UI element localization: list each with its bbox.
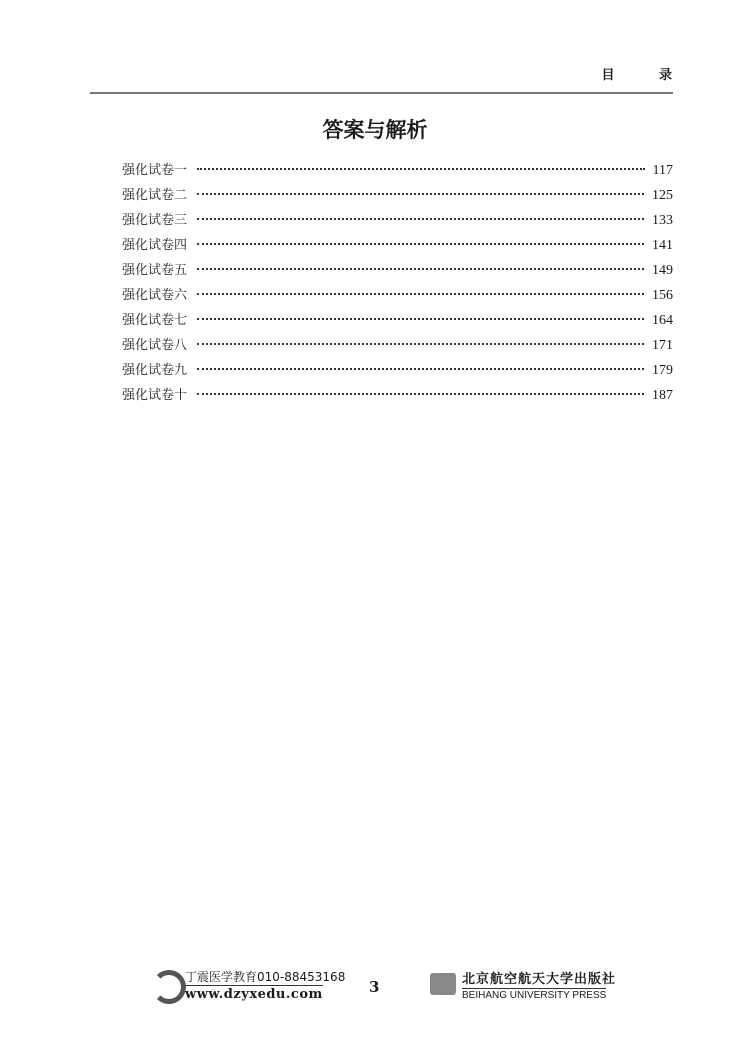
toc-entry-page: 156 — [652, 288, 673, 303]
press-name-cn: 北京航空航天大学出版社 — [462, 972, 617, 987]
toc-entry[interactable] — [122, 234, 673, 259]
left-brand-name: 丁震医学教育 — [185, 970, 258, 984]
toc-entry-page: 187 — [652, 388, 673, 403]
dot-leader — [197, 293, 644, 295]
running-header: 目 录 — [601, 68, 692, 83]
toc-entry-page: 133 — [652, 213, 673, 228]
section-title: 答案与解析 — [322, 117, 428, 142]
left-brand — [185, 968, 345, 985]
dot-leader — [197, 193, 644, 195]
dot-leader — [197, 343, 644, 345]
toc-entry-label: 强化试卷六 — [122, 288, 188, 303]
dot-leader — [197, 243, 644, 245]
dz-logo-icon — [152, 970, 186, 1004]
left-brand-phone: 010-88453168 — [257, 970, 346, 984]
toc-entry-page: 141 — [652, 238, 673, 253]
toc-entry-page: 179 — [652, 363, 673, 378]
toc-entry[interactable] — [122, 259, 673, 284]
toc-entry[interactable] — [122, 359, 673, 384]
page-number: 3 — [369, 978, 380, 996]
dot-leader — [197, 368, 644, 370]
press-name-en: BEIHANG UNIVERSITY PRESS — [462, 990, 607, 1001]
toc-entry[interactable] — [122, 159, 673, 184]
table-of-contents — [122, 159, 673, 409]
toc-entry-label: 强化试卷四 — [122, 238, 188, 253]
dot-leader — [197, 168, 645, 170]
toc-entry-label: 强化试卷二 — [122, 188, 188, 203]
toc-entry-label: 强化试卷九 — [122, 363, 188, 378]
toc-entry[interactable] — [122, 309, 673, 334]
toc-entry[interactable] — [122, 284, 673, 309]
toc-entry[interactable] — [122, 209, 673, 234]
toc-entry-label: 强化试卷十 — [122, 388, 188, 403]
press-logo-icon — [430, 973, 456, 995]
toc-entry-page: 117 — [652, 163, 673, 178]
toc-entry[interactable] — [122, 384, 673, 409]
header-rule — [90, 92, 673, 94]
page-footer — [0, 968, 750, 1008]
toc-entry-page: 149 — [652, 263, 673, 278]
toc-entry-page: 171 — [652, 338, 673, 353]
toc-entry-page: 164 — [652, 313, 673, 328]
dot-leader — [197, 318, 644, 320]
toc-entry[interactable] — [122, 184, 673, 209]
left-brand-url: www.dzyxedu.com — [185, 987, 323, 1002]
toc-entry-label: 强化试卷一 — [122, 163, 188, 178]
toc-entry-label: 强化试卷五 — [122, 263, 188, 278]
toc-entry-label: 强化试卷八 — [122, 338, 188, 353]
dot-leader — [197, 268, 644, 270]
toc-entry-page: 125 — [652, 188, 673, 203]
dot-leader — [197, 393, 644, 395]
toc-entry-label: 强化试卷七 — [122, 313, 188, 328]
toc-entry[interactable] — [122, 334, 673, 359]
toc-entry-label: 强化试卷三 — [122, 213, 188, 228]
dot-leader — [197, 218, 644, 220]
